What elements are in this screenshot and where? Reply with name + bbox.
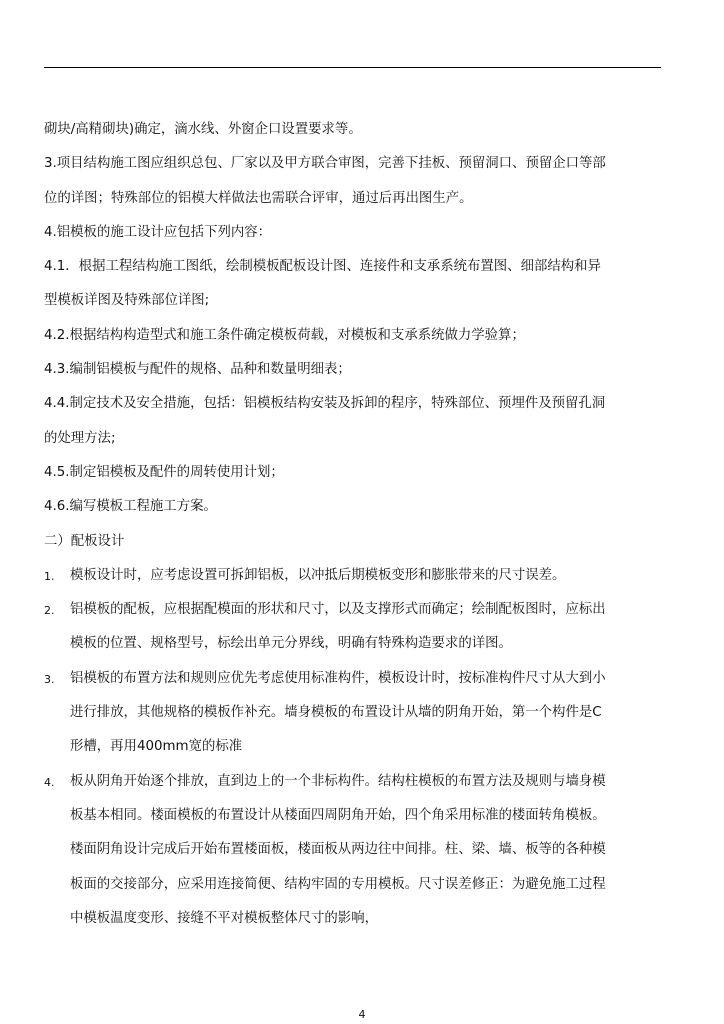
list-item: [44, 593, 664, 627]
paragraph-line: 的处理方法;: [44, 430, 116, 446]
paragraph-line: 4.铝模板的施工设计应包括下列内容：: [44, 224, 272, 240]
paragraph-line: 4.6.编写模板工程施工方案。: [44, 499, 217, 515]
list-item-continuation: 模板的位置、规格型号，标绘出单元分界线，明确有特殊构造要求的详图。: [70, 636, 512, 652]
list-item-text: 板从阴角开始逐个排放，直到边上的一个非标构件。结构柱模板的布置方法及规则与墙身模: [70, 773, 606, 789]
list-item-continuation: 进行排放，其他规格的模板作补充。墙身模板的布置设计从墙的阴角开始，第一个构件是C: [70, 705, 602, 721]
list-number: 4.: [44, 775, 55, 789]
list-number: 1.: [44, 569, 55, 583]
list-number: 2.: [44, 604, 55, 618]
paragraph-line: 型模板详图及特殊部位详图;: [44, 293, 210, 309]
paragraph-line: 砌块/高精砌块)确定，滴水线、外窗企口设置要求等。: [44, 122, 362, 137]
list-item: [44, 662, 664, 696]
paragraph-line: 4.4.制定技术及安全措施，包括：铝模板结构安装及拆卸的程序，特殊部位、预埋件及预留孔洞: [44, 396, 606, 412]
list-item-text: 模板设计时，应考虑设置可拆卸铝板，以冲抵后期模板变形和膨胀带来的尺寸误差。: [70, 567, 566, 583]
paragraph-line: 3.项目结构施工图应组织总包、厂家以及甲方联合审图，完善下挂板、预留洞口、预留企口等部: [44, 156, 606, 172]
paragraph-line: 位的详图；特殊部位的铝模大样做法也需联合评审，通过后再出图生产。: [44, 190, 473, 206]
paragraph-line: 4.1．根据工程结构施工图纸，绘制模板配板设计图、连接件和支承系统布置图、细部结构和异: [44, 259, 601, 275]
list-item-continuation: 中模板温度变形、接缝不平对模板整体尺寸的影响，: [70, 910, 378, 926]
list-item: [44, 559, 664, 593]
list-item-continuation: 形槽，再用400mm宽的标准: [70, 739, 243, 755]
list-item-text: 铝模板的布置方法和规则应优先考虑使用标准构件，模板设计时，按标准构件尺寸从大到小: [70, 670, 606, 686]
list-item: [44, 765, 664, 799]
section-heading: 二）配板设计: [44, 533, 125, 549]
document-body: [44, 113, 664, 936]
list-item-continuation: 板基本相同。楼面模板的布置设计从楼面四周阴角开始，四个角采用标准的楼面转角模板。: [70, 807, 606, 823]
paragraph-line: 4.3.编制铝模板与配件的规格、品种和数量明细表；: [44, 362, 351, 378]
page-number: 4: [358, 1008, 366, 1021]
header-rule: [44, 67, 661, 68]
list-number: 3.: [44, 672, 55, 686]
list-item-continuation: 楼面阴角设计完成后开始布置楼面板，楼面板从两边往中间排。柱、梁、墙、板等的各种模: [70, 842, 606, 858]
list-item-continuation: 板面的交接部分，应采用连接简便、结构牢固的专用模板。尺寸误差修正：为避免施工过程: [70, 876, 606, 892]
paragraph-line: 4.2.根据结构构造型式和施工条件确定模板荷载，对模板和支承系统做力学验算；: [44, 327, 525, 343]
list-item-text: 铝模板的配板，应根据配模面的形状和尺寸，以及支撑形式而确定；绘制配板图时，应标出: [70, 602, 606, 618]
paragraph-line: 4.5.制定铝模板及配件的周转使用计划；: [44, 464, 284, 480]
